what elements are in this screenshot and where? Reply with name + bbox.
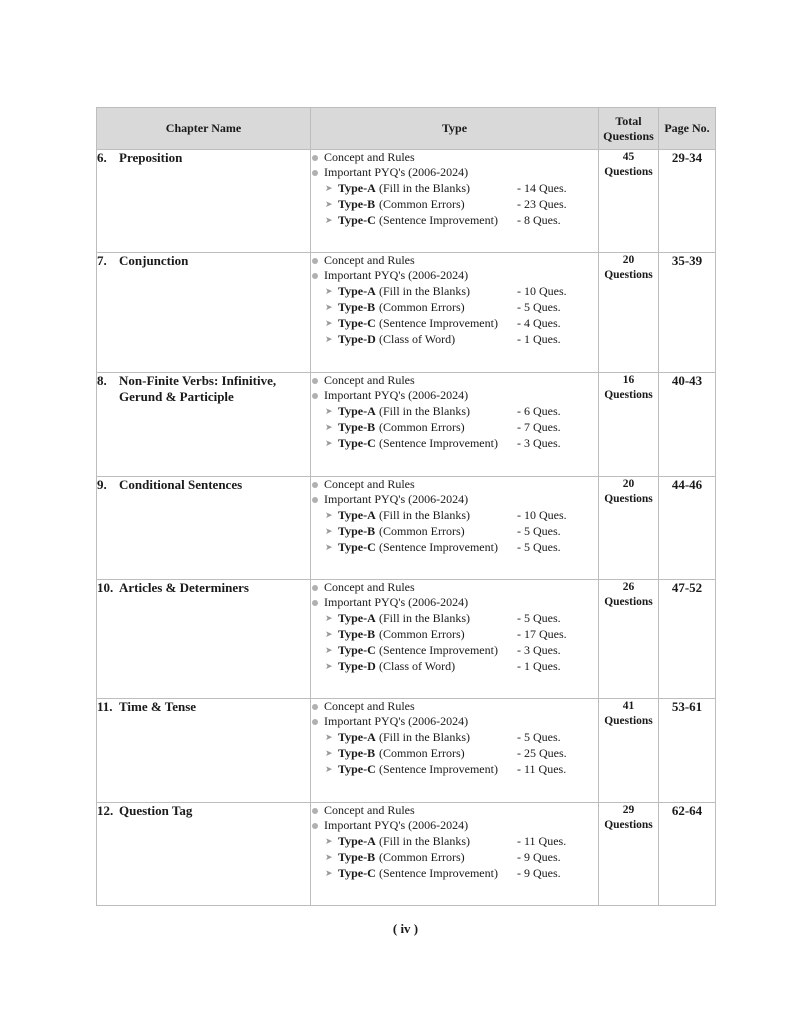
concept-line <box>311 699 598 714</box>
total-questions-cell <box>599 253 659 373</box>
type-count: - 10 Ques. <box>517 283 567 298</box>
type-count: - 8 Ques. <box>517 212 561 227</box>
type-name: Type-A <box>338 507 376 522</box>
question-type-line <box>311 729 598 745</box>
total-questions-cell <box>599 150 659 253</box>
header-page-no: Page No. <box>659 108 716 150</box>
type-count: - 5 Ques. <box>517 539 561 554</box>
table-row <box>97 150 716 253</box>
header-chapter-name: Chapter Name <box>97 108 311 150</box>
circle-bullet-icon <box>312 170 318 176</box>
question-type-line <box>311 761 598 777</box>
question-type-line <box>311 299 598 315</box>
table-header-row <box>97 108 716 150</box>
total-questions-cell <box>599 803 659 906</box>
type-count: - 4 Ques. <box>517 315 561 330</box>
chapter-cell <box>97 580 311 699</box>
pyq-line <box>311 268 598 283</box>
page-range: 44-46 <box>671 477 703 492</box>
chapter-number: 10. <box>97 580 114 595</box>
question-type-line <box>311 403 598 419</box>
chapter-number: 9. <box>97 477 107 492</box>
question-type-line <box>311 435 598 451</box>
circle-bullet-icon <box>312 482 318 488</box>
pyq-label: Important PYQ's (2006-2024) <box>324 268 469 282</box>
type-count: - 1 Ques. <box>517 331 561 346</box>
page-range: 35-39 <box>671 253 703 268</box>
total-questions-cell <box>599 580 659 699</box>
type-count: - 10 Ques. <box>517 507 567 522</box>
arrow-bullet-icon: ➤ <box>325 421 333 432</box>
type-name: Type-C <box>338 435 376 450</box>
type-description: (Fill in the Blanks) <box>379 180 470 195</box>
arrow-bullet-icon: ➤ <box>325 405 333 416</box>
circle-bullet-icon <box>312 497 318 503</box>
type-name: Type-C <box>338 315 376 330</box>
type-cell <box>311 373 599 477</box>
chapter-name: Conditional Sentences <box>119 477 243 492</box>
chapter-number: 8. <box>97 373 107 388</box>
question-type-line <box>311 196 598 212</box>
type-count: - 5 Ques. <box>517 523 561 538</box>
page-range-cell <box>659 580 716 699</box>
chapter-name: Preposition <box>119 150 183 165</box>
chapter-name: Non-Finite Verbs: Infinitive, Gerund & Participle <box>119 373 277 404</box>
concept-line <box>311 803 598 818</box>
circle-bullet-icon <box>312 273 318 279</box>
table-row <box>97 803 716 906</box>
type-name: Type-C <box>338 865 376 880</box>
question-type-line <box>311 539 598 555</box>
arrow-bullet-icon: ➤ <box>325 763 333 774</box>
type-name: Type-D <box>338 658 376 673</box>
question-type-line <box>311 658 598 674</box>
type-count: - 23 Ques. <box>517 196 567 211</box>
table-body <box>97 150 716 906</box>
type-count: - 3 Ques. <box>517 642 561 657</box>
type-name: Type-B <box>338 745 376 760</box>
question-type-line <box>311 626 598 642</box>
concept-line <box>311 580 598 595</box>
total-questions-cell <box>599 477 659 580</box>
circle-bullet-icon <box>312 704 318 710</box>
type-description: (Class of Word) <box>379 658 456 673</box>
chapter-number: 7. <box>97 253 107 268</box>
arrow-bullet-icon: ➤ <box>325 747 333 758</box>
type-description: (Common Errors) <box>379 523 465 538</box>
arrow-bullet-icon: ➤ <box>325 317 333 328</box>
question-type-line <box>311 610 598 626</box>
arrow-bullet-icon: ➤ <box>325 437 333 448</box>
page-range-cell <box>659 477 716 580</box>
page-range: 47-52 <box>671 580 703 595</box>
type-name: Type-B <box>338 419 376 434</box>
question-type-line <box>311 507 598 523</box>
page-range-cell <box>659 253 716 373</box>
type-name: Type-A <box>338 729 376 744</box>
type-count: - 7 Ques. <box>517 419 561 434</box>
page-range: 29-34 <box>671 150 703 165</box>
type-count: - 9 Ques. <box>517 865 561 880</box>
type-count: - 3 Ques. <box>517 435 561 450</box>
total-count: 20 <box>622 478 635 490</box>
type-name: Type-A <box>338 283 376 298</box>
type-count: - 1 Ques. <box>517 658 561 673</box>
pyq-label: Important PYQ's (2006-2024) <box>324 388 469 402</box>
question-type-line <box>311 849 598 865</box>
question-type-line <box>311 642 598 658</box>
type-description: (Sentence Improvement) <box>379 761 498 776</box>
type-cell <box>311 803 599 906</box>
circle-bullet-icon <box>312 719 318 725</box>
question-type-line <box>311 180 598 196</box>
total-label: Questions <box>604 269 653 281</box>
chapter-cell <box>97 803 311 906</box>
table-row <box>97 253 716 373</box>
circle-bullet-icon <box>312 600 318 606</box>
chapter-name: Articles & Determiners <box>119 580 249 595</box>
chapter-cell <box>97 253 311 373</box>
type-cell <box>311 580 599 699</box>
chapter-cell <box>97 150 311 253</box>
concept-line <box>311 150 598 165</box>
type-name: Type-B <box>338 299 376 314</box>
circle-bullet-icon <box>312 823 318 829</box>
question-type-line <box>311 745 598 761</box>
concept-line <box>311 477 598 492</box>
type-cell <box>311 477 599 580</box>
total-count: 29 <box>622 804 635 816</box>
arrow-bullet-icon: ➤ <box>325 285 333 296</box>
total-count: 26 <box>622 581 635 593</box>
table-row <box>97 477 716 580</box>
concept-label: Concept and Rules <box>324 477 415 491</box>
header-total-questions: Total Questions <box>599 108 659 150</box>
type-count: - 9 Ques. <box>517 849 561 864</box>
type-description: (Fill in the Blanks) <box>379 403 470 418</box>
circle-bullet-icon <box>312 393 318 399</box>
type-description: (Sentence Improvement) <box>379 865 498 880</box>
type-name: Type-C <box>338 761 376 776</box>
pyq-label: Important PYQ's (2006-2024) <box>324 595 469 609</box>
type-description: (Fill in the Blanks) <box>379 833 470 848</box>
type-description: (Fill in the Blanks) <box>379 610 470 625</box>
circle-bullet-icon <box>312 585 318 591</box>
arrow-bullet-icon: ➤ <box>325 198 333 209</box>
total-label: Questions <box>604 389 653 401</box>
arrow-bullet-icon: ➤ <box>325 644 333 655</box>
chapter-cell <box>97 373 311 477</box>
total-label: Questions <box>604 596 653 608</box>
arrow-bullet-icon: ➤ <box>325 541 333 552</box>
chapter-name: Conjunction <box>119 253 189 268</box>
total-count: 45 <box>622 151 635 163</box>
total-label: Questions <box>604 819 653 831</box>
page-range-cell <box>659 150 716 253</box>
type-description: (Common Errors) <box>379 626 465 641</box>
type-count: - 6 Ques. <box>517 403 561 418</box>
type-count: - 5 Ques. <box>517 299 561 314</box>
type-description: (Common Errors) <box>379 419 465 434</box>
question-type-line <box>311 833 598 849</box>
type-name: Type-A <box>338 610 376 625</box>
circle-bullet-icon <box>312 155 318 161</box>
type-name: Type-B <box>338 196 376 211</box>
type-description: (Sentence Improvement) <box>379 212 498 227</box>
circle-bullet-icon <box>312 258 318 264</box>
pyq-label: Important PYQ's (2006-2024) <box>324 165 469 179</box>
arrow-bullet-icon: ➤ <box>325 660 333 671</box>
arrow-bullet-icon: ➤ <box>325 333 333 344</box>
type-count: - 25 Ques. <box>517 745 567 760</box>
concept-label: Concept and Rules <box>324 253 415 267</box>
type-description: (Sentence Improvement) <box>379 315 498 330</box>
arrow-bullet-icon: ➤ <box>325 525 333 536</box>
page-range: 53-61 <box>671 699 703 714</box>
pyq-line <box>311 818 598 833</box>
circle-bullet-icon <box>312 808 318 814</box>
type-name: Type-B <box>338 626 376 641</box>
total-questions-cell <box>599 699 659 803</box>
question-type-line <box>311 212 598 228</box>
type-description: (Fill in the Blanks) <box>379 729 470 744</box>
pyq-line <box>311 388 598 403</box>
chapter-cell <box>97 477 311 580</box>
arrow-bullet-icon: ➤ <box>325 301 333 312</box>
page-range-cell <box>659 803 716 906</box>
question-type-line <box>311 315 598 331</box>
chapter-number: 12. <box>97 803 114 818</box>
total-questions-cell <box>599 373 659 477</box>
total-label: Questions <box>604 493 653 505</box>
pyq-label: Important PYQ's (2006-2024) <box>324 818 469 832</box>
type-name: Type-B <box>338 523 376 538</box>
circle-bullet-icon <box>312 378 318 384</box>
type-name: Type-A <box>338 403 376 418</box>
total-count: 20 <box>622 254 635 266</box>
type-description: (Common Errors) <box>379 849 465 864</box>
question-type-line <box>311 331 598 347</box>
total-count: 41 <box>622 700 635 712</box>
page-range-cell <box>659 699 716 803</box>
type-name: Type-C <box>338 539 376 554</box>
type-description: (Sentence Improvement) <box>379 642 498 657</box>
total-label: Questions <box>604 715 653 727</box>
type-description: (Sentence Improvement) <box>379 539 498 554</box>
arrow-bullet-icon: ➤ <box>325 182 333 193</box>
type-count: - 11 Ques. <box>517 761 567 776</box>
question-type-line <box>311 523 598 539</box>
chapter-cell <box>97 699 311 803</box>
arrow-bullet-icon: ➤ <box>325 867 333 878</box>
type-count: - 17 Ques. <box>517 626 567 641</box>
arrow-bullet-icon: ➤ <box>325 612 333 623</box>
concept-label: Concept and Rules <box>324 699 415 713</box>
type-name: Type-A <box>338 180 376 195</box>
arrow-bullet-icon: ➤ <box>325 731 333 742</box>
total-label: Questions <box>604 166 653 178</box>
page-number: ( iv ) <box>392 921 419 936</box>
type-count: - 14 Ques. <box>517 180 567 195</box>
type-name: Type-A <box>338 833 376 848</box>
question-type-line <box>311 419 598 435</box>
arrow-bullet-icon: ➤ <box>325 214 333 225</box>
pyq-label: Important PYQ's (2006-2024) <box>324 714 469 728</box>
chapter-name: Time & Tense <box>119 699 197 714</box>
type-description: (Sentence Improvement) <box>379 435 498 450</box>
type-name: Type-B <box>338 849 376 864</box>
concept-label: Concept and Rules <box>324 373 415 387</box>
type-cell <box>311 150 599 253</box>
type-cell <box>311 699 599 803</box>
type-count: - 5 Ques. <box>517 610 561 625</box>
type-count: - 11 Ques. <box>517 833 567 848</box>
type-name: Type-C <box>338 212 376 227</box>
type-cell <box>311 253 599 373</box>
type-name: Type-C <box>338 642 376 657</box>
table-row <box>97 580 716 699</box>
type-count: - 5 Ques. <box>517 729 561 744</box>
type-name: Type-D <box>338 331 376 346</box>
arrow-bullet-icon: ➤ <box>325 851 333 862</box>
type-description: (Class of Word) <box>379 331 456 346</box>
concept-label: Concept and Rules <box>324 803 415 817</box>
concept-label: Concept and Rules <box>324 580 415 594</box>
type-description: (Fill in the Blanks) <box>379 507 470 522</box>
table-row <box>97 373 716 477</box>
arrow-bullet-icon: ➤ <box>325 835 333 846</box>
question-type-line <box>311 865 598 881</box>
type-description: (Common Errors) <box>379 745 465 760</box>
concept-line <box>311 253 598 268</box>
pyq-line <box>311 595 598 610</box>
header-type: Type <box>311 108 599 150</box>
pyq-line <box>311 714 598 729</box>
chapter-number: 6. <box>97 150 107 165</box>
concept-label: Concept and Rules <box>324 150 415 164</box>
chapter-number: 11. <box>97 699 113 714</box>
total-count: 16 <box>622 374 635 386</box>
pyq-line <box>311 492 598 507</box>
page-range-cell <box>659 373 716 477</box>
type-description: (Common Errors) <box>379 196 465 211</box>
contents-table <box>96 107 716 906</box>
question-type-line <box>311 283 598 299</box>
table-row <box>97 699 716 803</box>
pyq-label: Important PYQ's (2006-2024) <box>324 492 469 506</box>
chapter-name: Question Tag <box>119 803 193 818</box>
arrow-bullet-icon: ➤ <box>325 628 333 639</box>
type-description: (Common Errors) <box>379 299 465 314</box>
concept-line <box>311 373 598 388</box>
page-range: 40-43 <box>671 373 703 388</box>
pyq-line <box>311 165 598 180</box>
type-description: (Fill in the Blanks) <box>379 283 470 298</box>
page-range: 62-64 <box>671 803 703 818</box>
arrow-bullet-icon: ➤ <box>325 509 333 520</box>
